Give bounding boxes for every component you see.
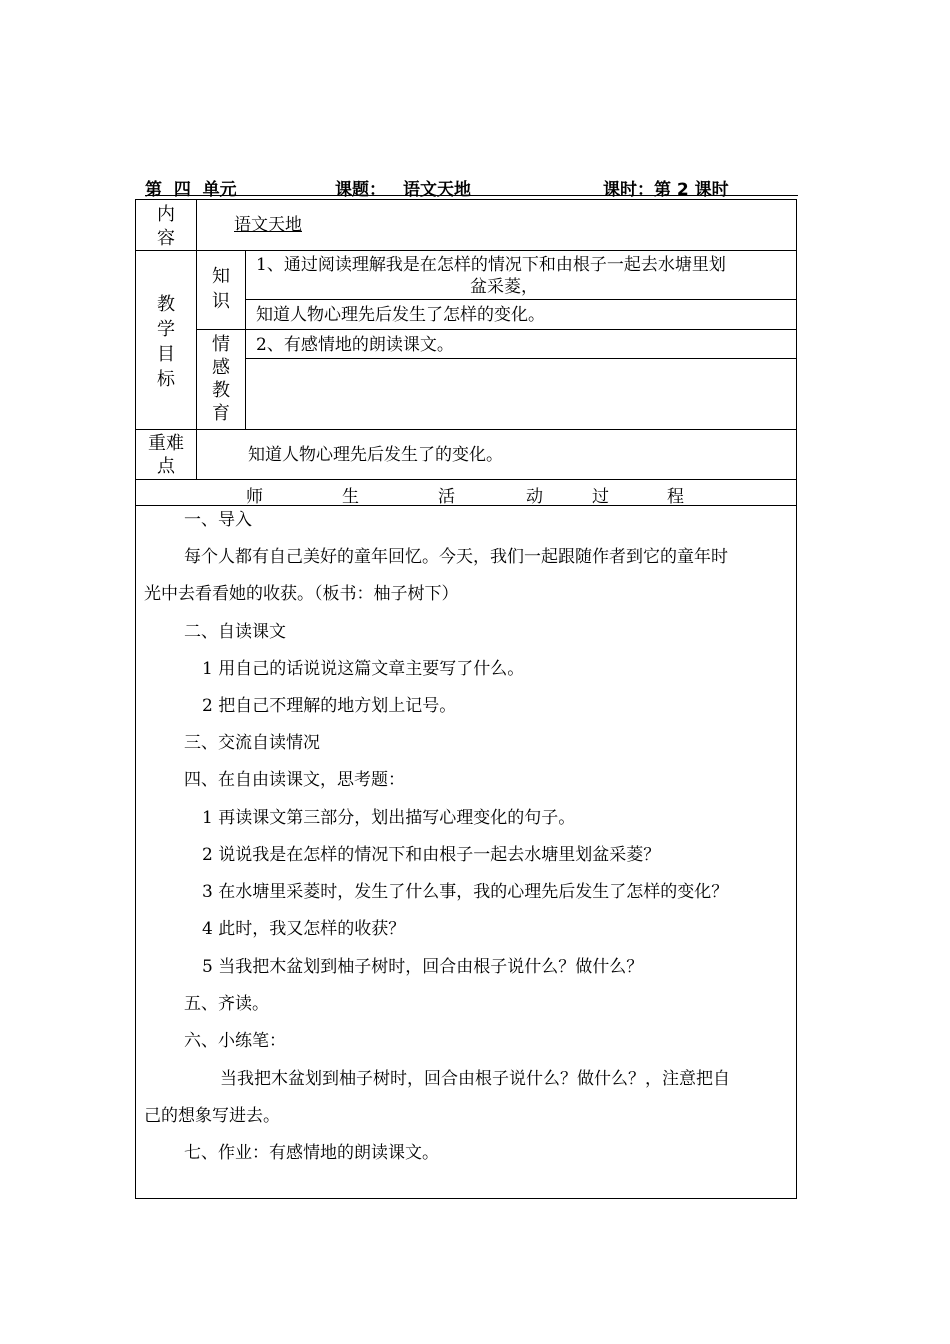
process-title-char: 过: [592, 487, 609, 507]
row-divider: [245, 299, 797, 300]
section-heading: 五、齐读。: [184, 994, 269, 1014]
process-title-char: 生: [342, 487, 359, 507]
row-divider: [196, 329, 797, 330]
key-points-value: 知道人物心理先后发生了的变化。: [248, 445, 503, 465]
paragraph-line: 光中去看看她的收获。（板书：柚子树下）: [144, 584, 459, 604]
key-points-label-line2: 点: [157, 456, 175, 477]
content-label-text: 内容: [157, 204, 175, 249]
knowledge-line-2: 盆采菱，: [470, 277, 538, 297]
header-underline: [145, 195, 798, 196]
list-item: 4 此时，我又怎样的收获？: [202, 919, 406, 939]
knowledge-line-1: 1、通过阅读理解我是在怎样的情况下和由根子一起去水塘里划: [256, 255, 726, 275]
row-divider: [135, 250, 797, 251]
section-heading: 七、作业：有感情地的朗读课文。: [184, 1143, 439, 1163]
process-title-char: 动: [526, 487, 543, 507]
column-divider: [245, 250, 246, 430]
key-points-label-line1: 重难: [148, 433, 184, 454]
paragraph-line: 当我把木盆划到柚子树时，回合由根子说什么？做什么？，注意把自: [220, 1069, 730, 1089]
period-label: 课时：第 2 课时: [603, 180, 729, 200]
goals-label: [150, 292, 182, 392]
row-divider: [135, 479, 797, 480]
paragraph-line: 己的想象写进去。: [144, 1106, 280, 1126]
unit-label: 第 四 单元: [145, 180, 237, 200]
emotion-row-1: 2、有感情地的朗读课文。: [256, 335, 454, 355]
knowledge-label: [205, 264, 237, 314]
lesson-header: [145, 175, 750, 200]
section-heading: 二、自读课文: [184, 622, 286, 642]
row-divider: [135, 429, 797, 430]
emotion-label: [205, 333, 237, 425]
section-heading: 一、导入: [184, 510, 252, 530]
content-value: 语文天地: [234, 215, 302, 235]
list-item: 1 再读课文第三部分，划出描写心理变化的句子。: [202, 808, 576, 828]
content-label: [140, 203, 192, 249]
knowledge-label-text: 知识: [212, 266, 230, 312]
list-item: 1 用自己的话说说这篇文章主要写了什么。: [202, 659, 525, 679]
process-title-char: 程: [667, 487, 684, 507]
emotion-label-text: 情感教育: [212, 334, 230, 424]
topic-label: 课题：: [335, 180, 386, 200]
process-title-char: 师: [246, 487, 263, 507]
topic-value: 语文天地: [403, 180, 471, 200]
key-points-label: [140, 432, 192, 478]
list-item: 5 当我把木盆划到柚子树时，回合由根子说什么？做什么？: [202, 957, 644, 977]
section-heading: 六、小练笔：: [184, 1031, 286, 1051]
list-item: 2 把自己不理解的地方划上记号。: [202, 696, 457, 716]
row-divider: [245, 358, 797, 359]
row-divider: [135, 505, 797, 506]
paragraph-line: 每个人都有自己美好的童年回忆。今天，我们一起跟随作者到它的童年时: [184, 547, 728, 567]
section-heading: 三、交流自读情况: [184, 733, 320, 753]
knowledge-row-2: 知道人物心理先后发生了怎样的变化。: [256, 305, 545, 325]
list-item: 3 在水塘里采菱时，发生了什么事，我的心理先后发生了怎样的变化？: [202, 882, 729, 902]
goals-label-text: 教学目标: [157, 294, 175, 390]
list-item: 2 说说我是在怎样的情况下和由根子一起去水塘里划盆采菱？: [202, 845, 661, 865]
section-heading: 四、在自由读课文，思考题：: [184, 770, 405, 790]
column-divider: [196, 199, 197, 480]
process-title-char: 活: [438, 487, 455, 507]
